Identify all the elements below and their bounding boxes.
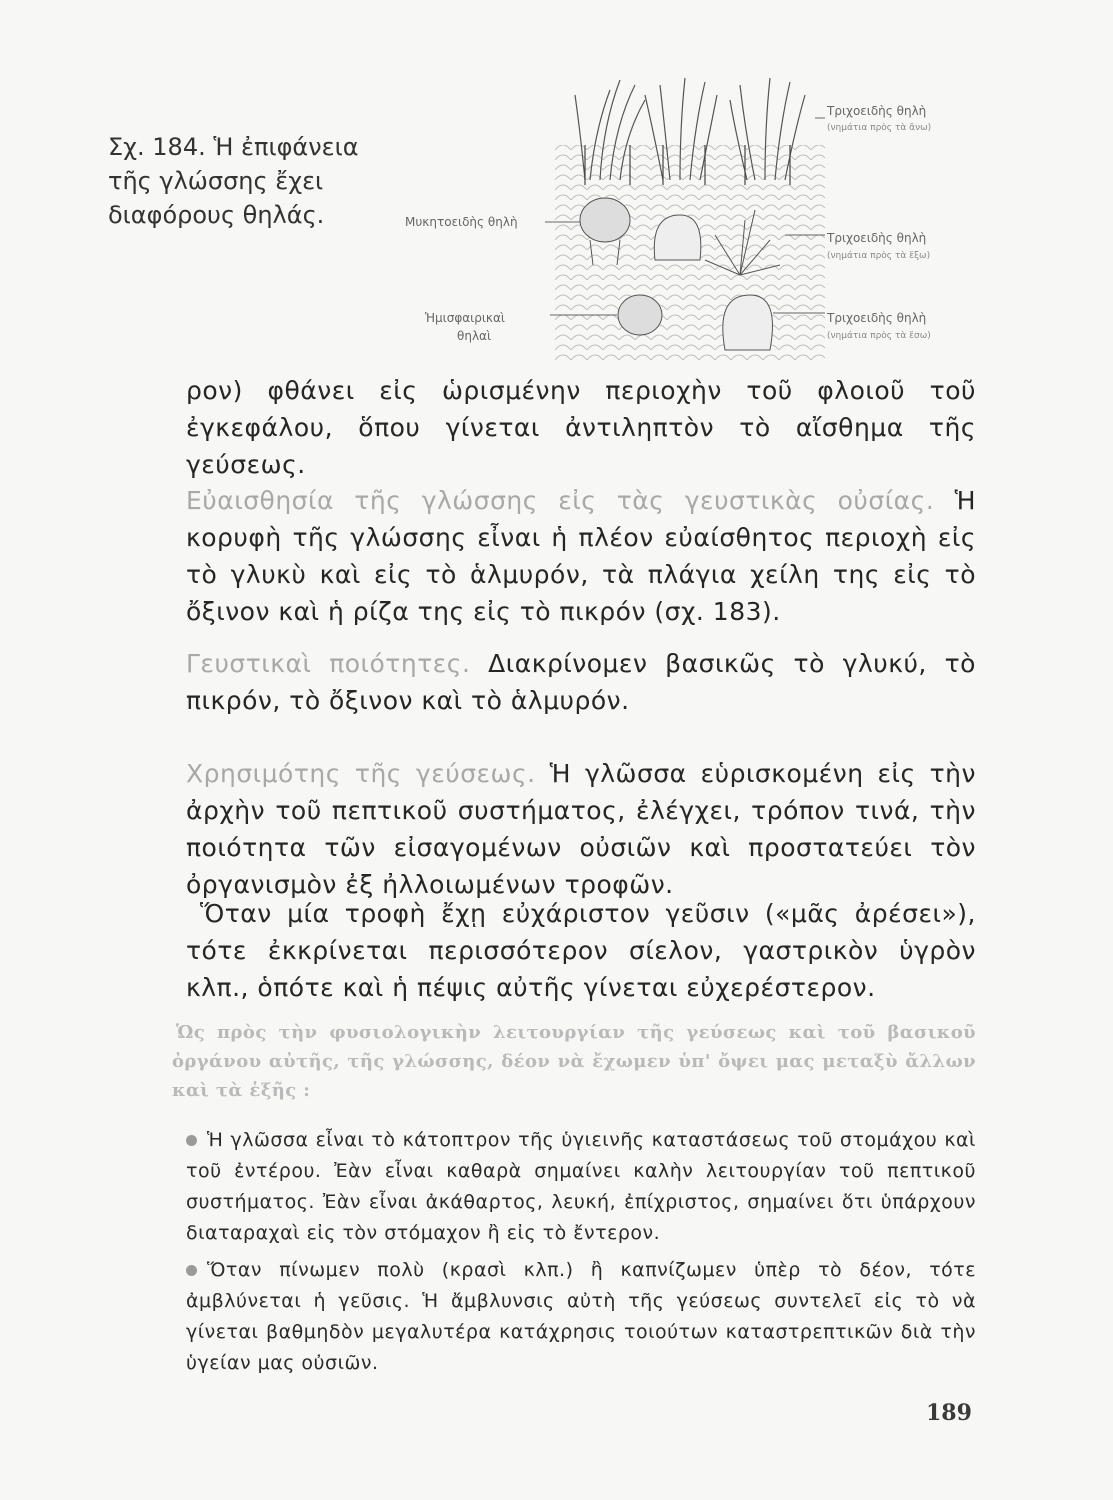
page-number: 189 bbox=[926, 1400, 972, 1426]
heading-usefulness: Χρησιμότης τῆς γεύσεως. bbox=[186, 759, 536, 788]
paragraph-2-text: Ἡ κορυφὴ τῆς γλώσσης εἶναι ἡ πλέον εὐαίσθητος περιοχὴ εἰς τὸ γλυκὺ καὶ εἰς τὸ ἁλμυρόν, τὰ πλάγια χείλη της εἰς τὸ ὄξινον καὶ ἡ ρίζα της εἰς τὸ πικρόν (σχ. 183). bbox=[186, 486, 976, 626]
bullet-item-2 bbox=[186, 1255, 976, 1379]
bullet-icon bbox=[186, 1265, 197, 1276]
bullet-1-text: Ἡ γλῶσσα εἶναι τὸ κάτοπτρον τῆς ὑγιεινῆς καταστάσεως τοῦ στομάχου καὶ τοῦ ἐντέρου. Ἐὰν εἶναι καθαρὰ σημαίνει καλὴν λειτουργίαν τοῦ πεπτικοῦ συστήματος. Ἐὰν εἶναι ἀκάθαρτος, λευκή, ἐπίχριστος, σημαίνει ὅτι ὑπάρχουν διαταραχαὶ εἰς τὸν στόμαχον ἢ εἰς τὸ ἔντερον. bbox=[186, 1129, 976, 1244]
heading-sensitivity: Εὐαισθησία τῆς γλώσσης εἰς τὰς γευστικὰς οὐσίας. bbox=[186, 486, 935, 515]
note-intro: Ὡς πρὸς τὴν φυσιολογικὴν λειτουργίαν τῆς γεύσεως καὶ τοῦ βασικοῦ ὀργάνου αὐτῆς, τῆς γλώσσης, δέον νὰ ἔχωμεν ὑπ' ὄψει μας μεταξὺ ἄλλων καὶ τὰ ἑξῆς : bbox=[172, 1022, 976, 1101]
label-hemispherical-2: θηλαὶ bbox=[457, 329, 492, 343]
label-filiform-2-sub: (νημάτια πρὸς τὰ ἔξω) bbox=[827, 251, 931, 261]
label-filiform-3-sub: (νημάτια πρὸς τὰ ἔσω) bbox=[827, 331, 931, 341]
paragraph-2 bbox=[186, 482, 976, 630]
paragraph-1: ρον) φθάνει εἰς ὡρισμένην περιοχὴν τοῦ φλοιοῦ τοῦ ἐγκεφάλου, ὅπου γίνεται ἀντιληπτὸν τὸ αἴσθημα τῆς γεύσεως. bbox=[186, 376, 976, 479]
figure-caption: Σχ. 184. Ἡ ἐπιφάνεια τῆς γλώσσης ἔχει διαφόρους θηλάς. bbox=[108, 133, 359, 229]
bullet-icon bbox=[186, 1135, 197, 1146]
label-filiform-1: Τριχοειδὴς θηλὴ bbox=[827, 104, 927, 118]
paragraph-5: Ὅταν μία τροφὴ ἔχῃ εὐχάριστον γεῦσιν («μᾶς ἀρέσει»), τότε ἐκκρίνεται περισσότερον σίελον, γαστρικὸν ὑγρὸν κλπ., ὁπότε καὶ ἡ πέψις αὐτῆς γίνεται εὐχερέστερον. bbox=[186, 899, 976, 1002]
hemispherical-papilla-2 bbox=[723, 295, 773, 350]
label-hemispherical-1: Ἡμισφαιρικαὶ bbox=[425, 311, 505, 325]
paragraph-4-text: Ἡ γλῶσσα εὑρισκομένη εἰς τὴν ἀρχὴν τοῦ πεπτικοῦ συστήματος, ἐλέγχει, τρόπον τινά, τὴν ποιότητα τῶν εἰσαγομένων οὐσιῶν καὶ προστατεύει τὸν ὀργανισμὸν ἐξ ἠλλοιωμένων τροφῶν. bbox=[186, 759, 976, 899]
paragraph-4 bbox=[186, 755, 976, 903]
bullet-item-1 bbox=[186, 1125, 976, 1249]
label-fungiform: Μυκητοειδὴς θηλὴ bbox=[405, 215, 518, 229]
label-filiform-3: Τριχοειδὴς θηλὴ bbox=[827, 311, 927, 325]
paragraph-3-text: Διακρίνομεν βασικῶς τὸ γλυκύ, τὸ πικρόν, τὸ ὄξινον καὶ τὸ ἁλμυρόν. bbox=[186, 649, 976, 715]
label-filiform-1-sub: (νημάτια πρὸς τὰ ἄνω) bbox=[827, 123, 932, 133]
tongue-papillae-illustration bbox=[395, 70, 985, 370]
bullet-2-text: Ὅταν πίνωμεν πολὺ (κρασὶ κλπ.) ἢ καπνίζωμεν ὑπὲρ τὸ δέον, τότε ἀμβλύνεται ἡ γεῦσις. Ἡ ἄμβλυνσις αὐτὴ τῆς γεύσεως συντελεῖ εἰς τὸ νὰ γίνεται βαθμηδὸν μεγαλυτέρα κατάχρησις τοιούτων καταστρεπτικῶν διὰ τὴν ὑγείαν μας οὐσιῶν. bbox=[186, 1259, 976, 1374]
heading-qualities: Γευστικαὶ ποιότητες. bbox=[186, 649, 471, 678]
hemispherical-papilla-1 bbox=[618, 295, 662, 335]
paragraph-3 bbox=[186, 645, 976, 719]
label-filiform-2: Τριχοειδὴς θηλὴ bbox=[827, 231, 927, 245]
